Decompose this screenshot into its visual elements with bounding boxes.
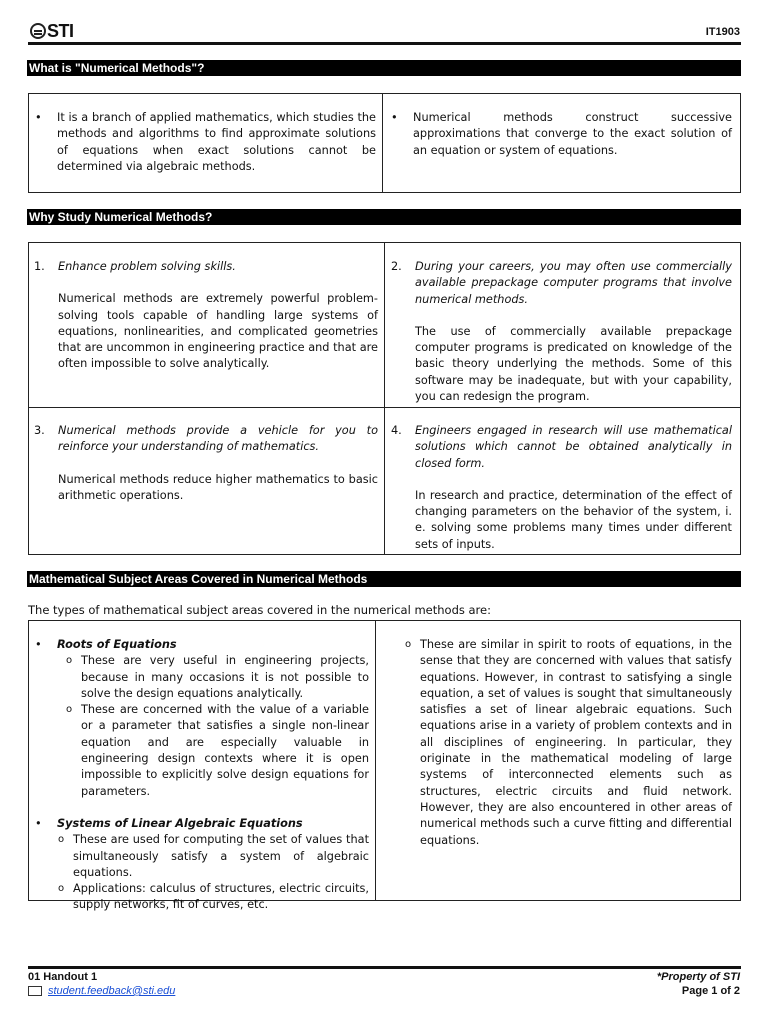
roots-sub-1-text: These are very useful in engineering projects, because in many occasions it is not possible to solve the design equations analytically. xyxy=(81,654,369,700)
property-label: *Property of STI xyxy=(656,971,740,983)
reason-number-2: 2. xyxy=(391,260,402,273)
footer-rule xyxy=(28,966,741,969)
linear-sub-1-text: These are used for computing the set of values that simultaneously satisfy a system of algebraic equations. xyxy=(73,833,369,879)
roots-sub-1 xyxy=(33,653,369,702)
subject-areas-table xyxy=(28,620,741,912)
definition-bullet-1 xyxy=(33,110,376,175)
roots-sub-2-text: These are concerned with the value of a variable or a parameter that satisfies a single non-linear equation and are especially valuable in engineering design contexts where it is open impossible to explicitly solve design equations for parameters. xyxy=(81,703,369,798)
sub-bullet-marker: o xyxy=(404,639,412,650)
reason-number-3: 3. xyxy=(34,424,45,437)
bullet-marker: • xyxy=(35,816,42,830)
sti-logo xyxy=(30,19,74,43)
definition-right-cell xyxy=(383,94,740,192)
course-code: IT1903 xyxy=(705,26,740,38)
sub-bullet-marker: o xyxy=(57,883,65,895)
table-divider xyxy=(29,407,740,408)
header-rule xyxy=(28,42,741,45)
handout-label: 01 Handout 1 xyxy=(28,971,98,983)
reason-heading-4: Engineers engaged in research will use mathematical solutions which cannot be obtained analytically in closed form. xyxy=(415,424,732,470)
reasons-left-column xyxy=(29,243,385,554)
reason-body-1: Numerical methods are extremely powerful problem-solving tools capable of handling large systems of equations, nonlinearities, and complicated geometries that are uncommon in engineering practice and that are often impossible to solve analytically. xyxy=(58,292,378,371)
linear-systems-item xyxy=(33,816,369,832)
reason-heading-3: Numerical methods provide a vehicle for you to reinforce your understanding of mathematics. xyxy=(58,424,378,454)
definition-left-cell xyxy=(29,94,383,192)
linear-sub-2-text: Applications: calculus of structures, electric circuits, supply networks, fit of curves, etc. xyxy=(73,882,369,912)
reason-cell-4 xyxy=(385,407,740,553)
reason-body-4: In research and practice, determination of the effect of changing parameters on the behavior of the system, i. e. solving some problems many times under different sets of inputs. xyxy=(415,488,732,551)
definition-table xyxy=(28,93,741,193)
linear-sub-1 xyxy=(33,832,369,881)
globe-icon xyxy=(30,23,46,39)
reason-body-3: Numerical methods reduce higher mathematics to basic arithmetic operations. xyxy=(58,472,378,502)
reasons-table xyxy=(28,242,741,555)
definition-bullet-2 xyxy=(389,110,732,159)
envelope-icon xyxy=(28,986,42,996)
reason-heading-2: During your careers, you may often use commercially available prepackage computer programs that involve numerical methods. xyxy=(415,260,732,306)
reasons-right-column xyxy=(385,243,740,554)
subject-areas-intro: The types of mathematical subject areas covered in the numerical methods are: xyxy=(28,603,491,617)
reason-cell-3 xyxy=(29,407,384,504)
roots-title: Roots of Equations xyxy=(57,638,177,651)
section-heading-why-study: Why Study Numerical Methods? xyxy=(27,209,741,225)
subject-areas-left-cell xyxy=(29,621,376,912)
subject-areas-right-cell xyxy=(376,621,740,900)
section-heading-what-is: What is "Numerical Methods"? xyxy=(27,60,741,76)
reason-body-2: The use of commercially available prepackage computer programs is predicated on knowledge of the basic theory underlying the methods. Some of this software may be inadequate, but with your capability, you can redesign the program. xyxy=(415,324,732,404)
reason-number-4: 4. xyxy=(391,424,402,437)
bullet-marker: • xyxy=(35,638,42,651)
logo-text: STI xyxy=(47,20,74,41)
reason-number-1: 1. xyxy=(34,260,45,273)
linear-systems-explanation xyxy=(396,637,732,849)
sub-bullet-marker: o xyxy=(65,655,73,667)
linear-sub-2 xyxy=(33,881,369,914)
reason-heading-1: Enhance problem solving skills. xyxy=(58,260,236,273)
linear-systems-title: Systems of Linear Algebraic Equations xyxy=(57,816,303,830)
bullet-marker: • xyxy=(391,111,398,124)
section-heading-subject-areas: Mathematical Subject Areas Covered in Numerical Methods xyxy=(27,571,741,587)
feedback-email xyxy=(28,985,175,997)
linear-systems-explanation-text: These are similar in spirit to roots of equations, in the sense that they are concerned with values that satisfy equations. However, in contrast to satisfying a single equation, a set of values is sought that simultaneously satisfies a set of linear algebraic equations. Such equations arise in a variety of problem contexts and in all disciplines of engineering. In particular, they originate in the mathematical modeling of large systems of interconnected elements such as structures, electric circuits and fluid network. However, they are also encountered in other areas of numerical methods such a curve fitting and differential equations. xyxy=(420,638,732,847)
sub-bullet-marker: o xyxy=(57,834,65,846)
bullet-marker: • xyxy=(35,111,42,124)
definition-text-1: It is a branch of applied mathematics, which studies the methods and algorithms to find approximate solutions of equations when exact solutions cannot be determined via algebraic methods. xyxy=(57,111,376,173)
definition-text-2: Numerical methods construct successive approximations that converge to the exact solution of an equation or system of equations. xyxy=(413,111,732,157)
reason-cell-2 xyxy=(385,243,740,407)
roots-of-equations-item xyxy=(33,637,369,653)
sub-bullet-marker: o xyxy=(65,704,73,716)
page-number: Page 1 of 2 xyxy=(681,985,740,997)
feedback-email-link[interactable]: student.feedback@sti.edu xyxy=(48,985,176,997)
roots-sub-2 xyxy=(33,702,369,800)
reason-cell-1 xyxy=(29,243,384,407)
